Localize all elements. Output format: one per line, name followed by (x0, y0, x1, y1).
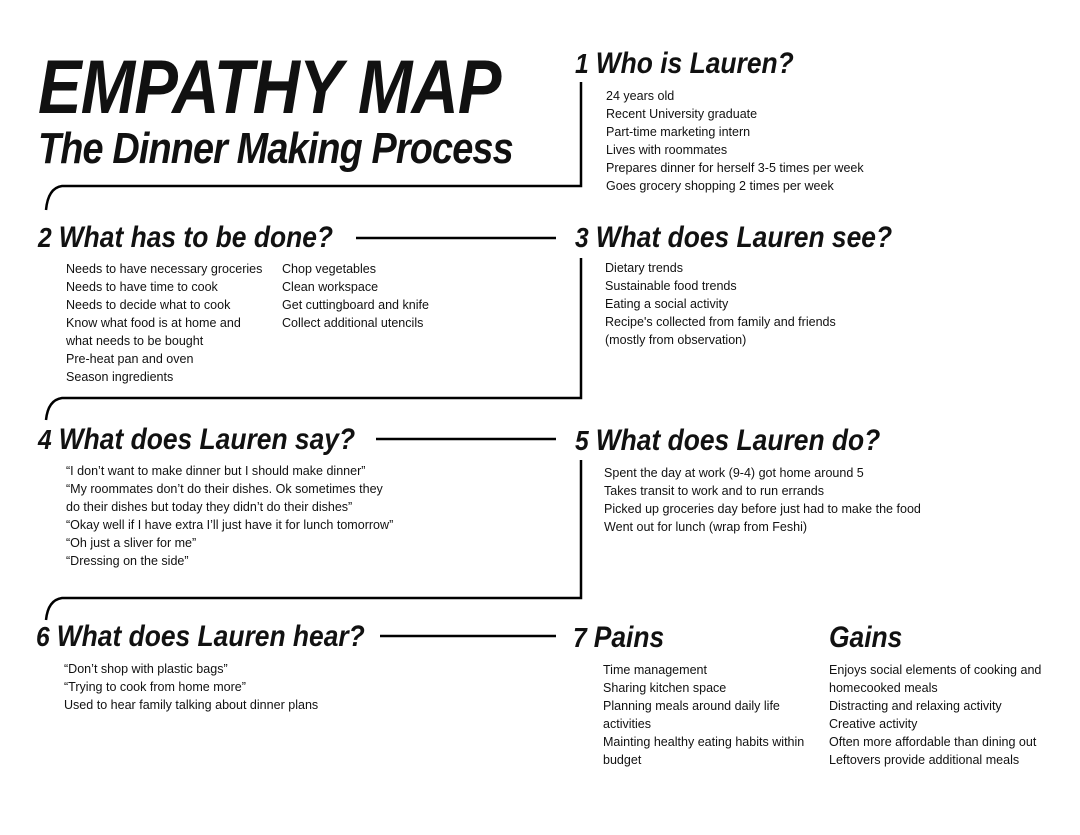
page-subtitle: The Dinner Making Process (38, 124, 513, 173)
list-item: Eating a social activity (605, 296, 729, 311)
list-item: Part-time marketing intern (606, 124, 751, 139)
section-2-title: What has to be done? (58, 221, 334, 254)
list-item: Goes grocery shopping 2 times per week (606, 178, 834, 193)
list-item: Recipe's collected from family and friends (605, 314, 836, 329)
section-7-heading (573, 620, 664, 656)
list-item: Distracting and relaxing activity (829, 698, 1002, 713)
section-2-heading (38, 220, 333, 256)
list-item: Picked up groceries day before just had to make the food (604, 501, 921, 516)
list-item: Chop vegetables (282, 261, 377, 276)
section-1-heading (575, 46, 794, 82)
list-item: Lives with roommates (606, 142, 728, 157)
list-item: Needs to decide what to cook (66, 297, 231, 312)
list-item: Pre-heat pan and oven (66, 351, 194, 366)
list-item: “Dressing on the side” (66, 553, 189, 568)
gains-title: Gains (829, 621, 903, 654)
list-item: “I don’t want to make dinner but I should make dinner” (66, 463, 366, 478)
section-3-title: What does Lauren see? (595, 221, 893, 254)
list-item: Takes transit to work and to run errands (604, 483, 825, 498)
section-3-heading (575, 220, 892, 256)
list-item: Needs to have necessary groceries (66, 261, 263, 276)
section-2-list (66, 260, 273, 386)
list-item: (mostly from observation) (605, 332, 747, 347)
list-item: Time management (603, 662, 707, 677)
page-title: EMPATHY MAP (38, 45, 501, 130)
list-item: Often more affordable than dining out (829, 734, 1037, 749)
section-6-number: 6 (36, 621, 50, 652)
list-item: “Okay well if I have extra I’ll just have it for lunch tomorrow” (66, 517, 394, 532)
list-item: Used to hear family talking about dinner plans (64, 697, 319, 712)
section-1-title: Who is Lauren? (595, 47, 794, 80)
section-5-heading (575, 423, 880, 459)
list-item: budget (603, 752, 642, 767)
section-1-list (606, 87, 877, 195)
section-6-heading (36, 619, 365, 655)
list-item: activities (603, 716, 652, 731)
list-item: Get cuttingboard and knife (282, 297, 429, 312)
section-4-list (66, 462, 410, 570)
section-1-number: 1 (575, 48, 589, 79)
list-item: Enjoys social elements of cooking and (829, 662, 1042, 677)
list-item: “Oh just a sliver for me” (66, 535, 197, 550)
list-item: Collect additional utencils (282, 315, 424, 330)
section-3-list (605, 259, 848, 349)
list-item: Mainting healthy eating habits within (603, 734, 805, 749)
list-item: “My roommates don’t do their dishes. Ok sometimes they (66, 481, 383, 496)
list-item: “Trying to cook from home more” (64, 679, 246, 694)
list-item: homecooked meals (829, 680, 938, 695)
list-item: “Don’t shop with plastic bags” (64, 661, 228, 676)
list-item: Sharing kitchen space (603, 680, 727, 695)
section-5-number: 5 (575, 425, 589, 456)
gains-list (829, 661, 1053, 769)
list-item: what needs to be bought (66, 333, 204, 348)
list-item: Sustainable food trends (605, 278, 737, 293)
list-item: Went out for lunch (wrap from Feshi) (604, 519, 808, 534)
list-item: Prepares dinner for herself 3-5 times per week (606, 160, 864, 175)
section-4-title: What does Lauren say? (58, 423, 356, 456)
section-5-title: What does Lauren do? (595, 424, 881, 457)
list-item: do their dishes but today they didn’t do their dishes” (66, 499, 353, 514)
list-item: Recent University graduate (606, 106, 758, 121)
section-3-number: 3 (575, 222, 589, 253)
list-item: Creative activity (829, 716, 918, 731)
list-item: Know what food is at home and (66, 315, 241, 330)
list-item: Planning meals around daily life (603, 698, 780, 713)
list-item: Season ingredients (66, 369, 174, 384)
list-item: Spent the day at work (9-4) got home around 5 (604, 465, 864, 480)
section-2-number: 2 (38, 222, 52, 253)
section-5-list (604, 464, 938, 536)
pains-title: Pains (593, 621, 665, 654)
list-item: Clean workspace (282, 279, 379, 294)
list-item: 24 years old (606, 88, 675, 103)
pains-list (603, 661, 815, 769)
list-item: Leftovers provide additional meals (829, 752, 1020, 767)
section-6-list (64, 660, 332, 714)
section-2-list-col2 (282, 260, 437, 332)
section-6-title: What does Lauren hear? (56, 620, 365, 653)
list-item: Needs to have time to cook (66, 279, 218, 294)
list-item: Dietary trends (605, 260, 683, 275)
section-4-heading (38, 422, 355, 458)
section-7-number: 7 (573, 622, 587, 653)
section-4-number: 4 (38, 424, 52, 455)
gains-heading (829, 620, 902, 656)
